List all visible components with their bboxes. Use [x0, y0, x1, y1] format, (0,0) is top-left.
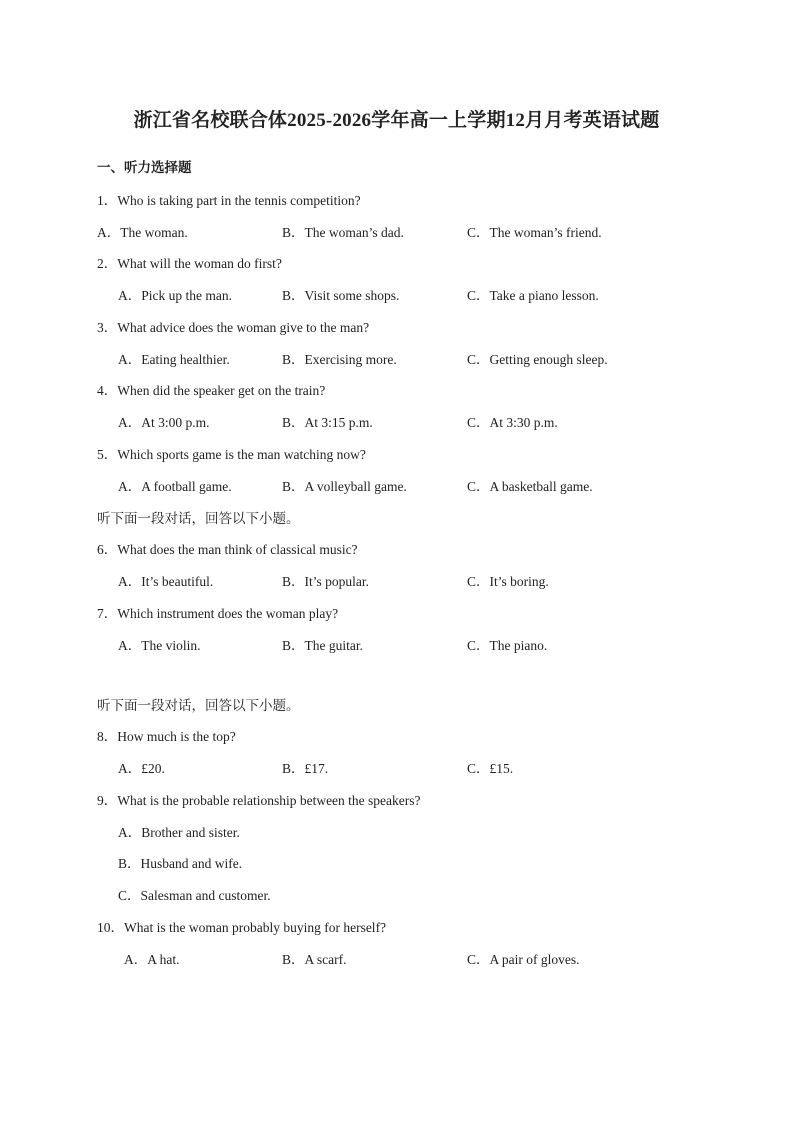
option-b: B．The woman’s dad. — [282, 225, 404, 240]
option-a: A．A football game. — [118, 479, 232, 494]
option-c: C．A pair of gloves. — [467, 952, 580, 967]
option-a: A．A hat. — [124, 952, 180, 967]
question-text: What is the probable relationship between the speakers? — [117, 793, 421, 808]
question-1 — [97, 189, 361, 209]
option-a: A．It’s beautiful. — [118, 574, 214, 589]
question-7 — [97, 602, 338, 622]
option-b: B．At 3:15 p.m. — [282, 415, 373, 430]
option-a: A．The woman. — [97, 225, 188, 240]
page-title: 浙江省名校联合体2025-2026学年高一上学期12月月考英语试题 — [133, 110, 660, 131]
question-number: 2． — [97, 256, 118, 271]
option-c: C．Take a piano lesson. — [467, 288, 599, 303]
option-c: C．Salesman and customer. — [118, 888, 271, 903]
question-8 — [97, 725, 236, 745]
option-c: C．A basketball game. — [467, 479, 593, 494]
question-number: 1． — [97, 193, 118, 208]
question-text: What will the woman do first? — [117, 256, 282, 271]
question-2 — [97, 252, 282, 272]
question-text: How much is the top? — [117, 729, 236, 744]
question-number: 7． — [97, 606, 118, 621]
option-c: C．£15. — [467, 761, 514, 776]
instruction-note: 听下面一段对话，回答以下小题。 — [97, 698, 300, 713]
option-c: C．At 3:30 p.m. — [467, 415, 558, 430]
question-9 — [97, 789, 421, 809]
question-number: 3． — [97, 320, 118, 335]
option-a: A．Brother and sister. — [118, 825, 240, 840]
question-6 — [97, 538, 358, 558]
question-number: 4． — [97, 383, 118, 398]
option-c: C．It’s boring. — [467, 574, 549, 589]
question-text: What does the man think of classical music? — [117, 542, 358, 557]
question-text: What advice does the woman give to the man? — [117, 320, 370, 335]
question-10 — [97, 916, 386, 936]
option-b: B．Exercising more. — [282, 352, 397, 367]
option-b: B．Husband and wife. — [118, 856, 243, 871]
option-c: C．The woman’s friend. — [467, 225, 602, 240]
question-text: Which sports game is the man watching now? — [117, 447, 366, 462]
option-a: A．£20. — [118, 761, 165, 776]
option-a: A．Pick up the man. — [118, 288, 232, 303]
question-5 — [97, 443, 366, 463]
section-heading: 一、听力选择题 — [97, 160, 192, 175]
option-b: B．A scarf. — [282, 952, 347, 967]
option-b: B．Visit some shops. — [282, 288, 400, 303]
option-c: C．Getting enough sleep. — [467, 352, 608, 367]
option-b: B．It’s popular. — [282, 574, 369, 589]
question-text: Which instrument does the woman play? — [117, 606, 339, 621]
question-number: 8． — [97, 729, 118, 744]
question-text: Who is taking part in the tennis competition? — [117, 193, 361, 208]
question-3 — [97, 316, 369, 336]
question-number: 5． — [97, 447, 118, 462]
option-a: A．At 3:00 p.m. — [118, 415, 210, 430]
question-number: 10． — [97, 920, 124, 935]
question-4 — [97, 379, 325, 399]
option-c: C．The piano. — [467, 638, 548, 653]
question-number: 6． — [97, 542, 118, 557]
option-b: B．The guitar. — [282, 638, 363, 653]
question-text: What is the woman probably buying for herself? — [124, 920, 387, 935]
option-a: A．Eating healthier. — [118, 352, 230, 367]
option-b: B．£17. — [282, 761, 329, 776]
option-a: A．The violin. — [118, 638, 201, 653]
instruction-note: 听下面一段对话，回答以下小题。 — [97, 511, 300, 526]
question-number: 9． — [97, 793, 118, 808]
question-text: When did the speaker get on the train? — [117, 383, 326, 398]
option-b: B．A volleyball game. — [282, 479, 407, 494]
